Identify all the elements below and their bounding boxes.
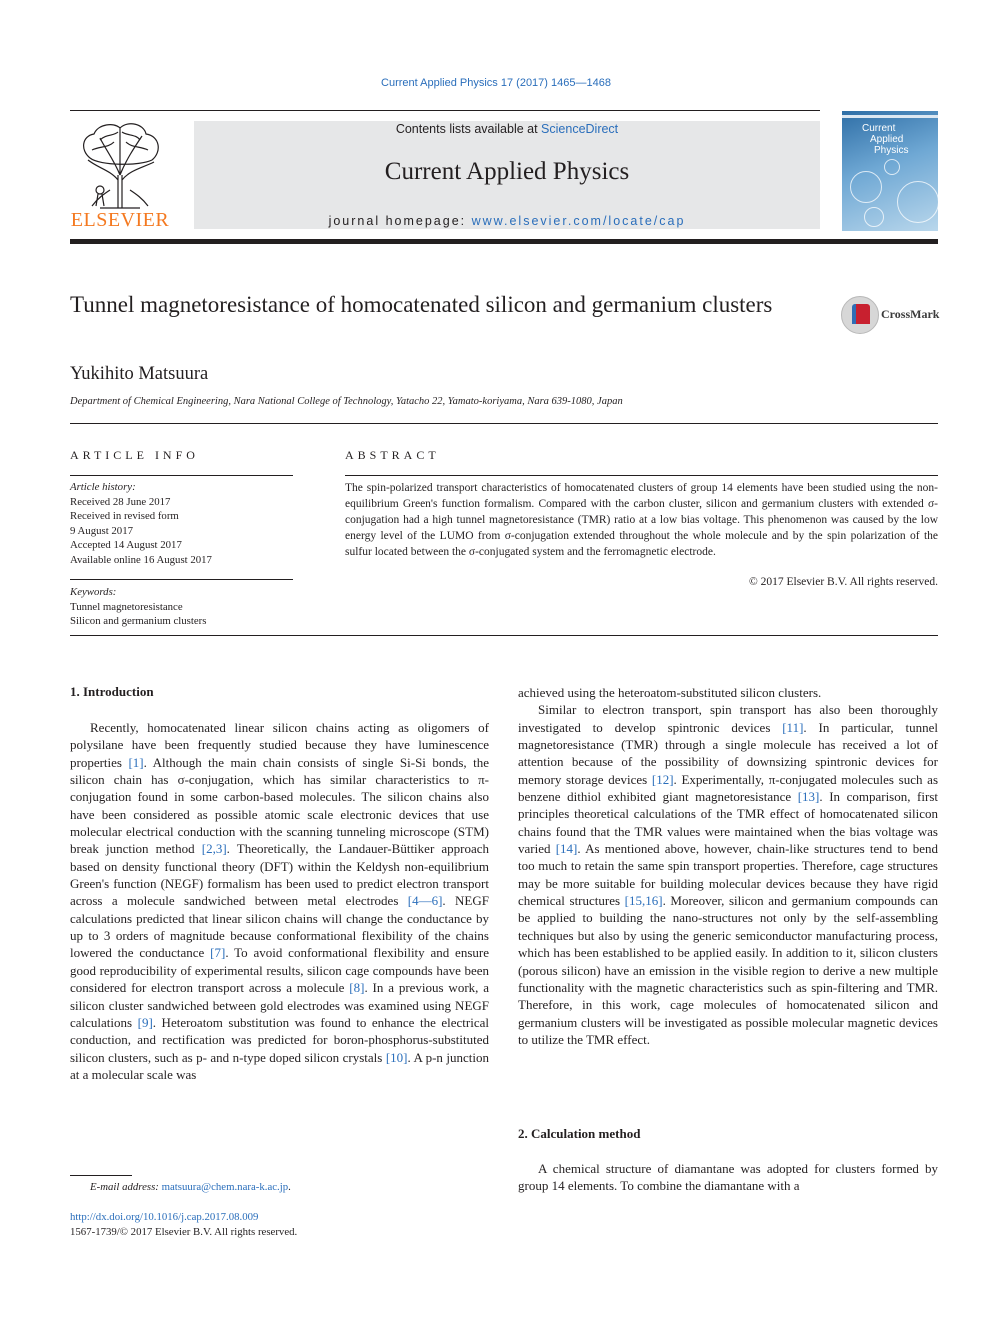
section-heading-calculation-method: 2. Calculation method [518,1126,641,1141]
reference-link[interactable]: [13] [797,789,820,805]
text-run: . In comparison, first principles theoretical calculations of the TMR effect of homocatenated silicon chains found that the TMR values were maintained when the bias voltage was varied [518,789,938,857]
crossmark-icon [841,296,879,334]
cover-bubble [884,159,900,175]
reference-link[interactable]: [7] [210,945,226,961]
keywords-label: Keywords: [70,586,117,598]
cover-bubble [850,171,882,203]
text-run: . Although the main chain consists of single Si-Si bonds, the silicon chain has σ-conjugation, which has similar characteristics to π-conjugation found in some carbon-based molecules. The silicon chains also have been considered as possible atomic scale electronic devices that use molecular electrical conduction with the scanning tunneling microscope (STM) break junction method [70,754,489,857]
section-heading-introduction: 1. Introduction [70,684,154,699]
divider [70,579,293,580]
article-title: Tunnel magnetoresistance of homocatenated silicon and germanium clusters [70,292,773,317]
history-item: Available online 16 August 2017 [70,553,212,566]
text-run: . Heteroatom substitution was found to enhance the electrical conduction, and rectification was predicted for boron-phosphorus-substituted silicon clusters, such as p- and n-type doped silicon crystals [70,1014,489,1065]
reference-link[interactable]: [11] [782,719,804,735]
article-info-heading: ARTICLE INFO [70,448,199,462]
keyword: Tunnel magnetoresistance [70,600,183,613]
cover-title [862,123,908,156]
homepage-link[interactable]: www.elsevier.com/locate/cap [471,214,686,228]
text-run: . Experimentally, π-conjugated molecules such as benzene dithiol exhibited giant magnetoresistance [518,771,938,805]
journal-name[interactable]: Current Applied Physics [384,158,630,185]
cover-strip [842,115,938,118]
journal-banner [194,121,820,229]
text-run: . As mentioned above, however, chain-like structures tend to bend too much to retain the same spin transport properties. Therefore, cage structures may be more suitable for building molecular devices because they have rigid chemical structures [518,841,938,909]
journal-cover[interactable] [842,111,938,231]
abstract-text: The spin-polarized transport characteristics of homocatenated clusters of group 14 elements have been studied using the non-equilibrium Green's function formalism. Compared with the carbon cluster, silicon and germanium clusters with extended σ-conjugation had a high tunnel magnetoresistance (TMR) ratio at a low bias voltage. This phenomenon was caused by the low energy level of the LUMO from σ-conjugation extended throughout the whole molecule and by the spin polarization of the sulfur located between the σ-conjugated system and the ferromagnetic electrode. [345,482,938,558]
abstract-copyright: © 2017 Elsevier B.V. All rights reserved. [749,576,938,588]
reference-link[interactable]: [4—6] [407,893,443,909]
reference-link[interactable]: [2,3] [201,841,227,857]
history-item: 9 August 2017 [70,524,133,537]
text-run: Recently, homocatenated linear silicon chains acting as oligomers of polysilane have been frequently studied because they have luminescence properties [70,720,489,770]
elsevier-tree-icon [70,120,170,210]
divider [70,635,938,636]
cover-title-line: Physics [874,145,909,156]
homepage-prefix: journal homepage: [328,214,472,228]
reference-link[interactable]: [8] [349,980,365,996]
footnote-rule [70,1175,132,1176]
issn-line: 1567-1739/© 2017 Elsevier B.V. All rights reserved. [70,1226,298,1238]
elsevier-wordmark: ELSEVIER [70,209,170,231]
text-run: . Theoretically, the Landauer-Büttiker approach based on density functional theory (DFT) within the Keldysh non-equilibrium Green's function (NEGF) formalism has been used to predict electron transport across a molecule sandwiched between metal electrodes [70,841,489,909]
text-run: . In a previous work, a silicon cluster sandwiched between gold electrodes was examined using NEGF calculations [70,980,489,1030]
divider [345,475,938,476]
journal-citation[interactable]: Current Applied Physics 17 (2017) 1465—1468 [381,77,611,89]
contents-prefix: Contents lists available at [395,122,542,136]
reference-link[interactable]: [10] [385,1049,408,1065]
divider [70,475,293,476]
keyword: Silicon and germanium clusters [70,615,207,627]
history-item: Received in revised form [70,510,179,522]
divider [70,423,938,424]
text-run: . In particular, tunnel magnetoresistance (TMR) through a single molecule has received a lot of attention because of the possibility of downsizing spintronic devices for memory storage devices [518,719,939,787]
footnote-email [90,1181,291,1193]
header-rule [70,110,820,111]
body-left-column [70,719,489,1083]
article-history [70,480,295,567]
text-run: . NEGF calculations predicted that linear silicon chains will change the conductance by up to 3 orders of magnitude because conformational flexibility of the chains lowered the conductance [70,893,489,961]
header-thick-rule [70,239,938,244]
text-run: Similar to electron transport, spin transport has also been thoroughly investigated to develop spintronic devices [518,702,938,735]
history-item: Accepted 14 August 2017 [70,539,182,551]
paragraph: A chemical structure of diamantane was adopted for clusters formed by group 14 elements. To combine the diamantane with a [518,1161,938,1194]
sciencedirect-link[interactable]: ScienceDirect [541,122,619,136]
elsevier-logo[interactable] [70,120,170,232]
contents-line [194,122,820,136]
history-item: Received 28 June 2017 [70,495,171,508]
keywords [70,585,295,629]
email-link[interactable]: matsuura@chem.nara-k.ac.jp [161,1181,289,1193]
reference-link[interactable]: [15,16] [624,893,663,909]
reference-link[interactable]: [14] [555,841,578,857]
homepage-line [194,214,820,228]
history-label: Article history: [70,481,136,493]
reference-link[interactable]: [9] [137,1014,153,1030]
body-right-column [518,684,938,1048]
text-run: . A p-n junction at a molecular scale was [70,1049,489,1082]
paragraph-continued: achieved using the heteroatom-substituted silicon clusters. [518,685,822,700]
abstract-heading: ABSTRACT [345,448,440,462]
email-suffix: . [288,1181,291,1193]
paragraph [70,719,489,1083]
affiliation: Department of Chemical Engineering, Nara National College of Technology, Yatacho 22, Yamato-koriyama, Nara 639-1080, Japan [70,396,623,407]
text-run: . Moreover, silicon and germanium compounds can be applied to building the nano-structures not only by the self-assembling techniques but also by using the generic semiconductor manufacturing process, which has been established to be applied easily. In addition to it, silicon clusters (porous silicon) have an emission in the visible region to derive a new multiple functionality with the magnetic characteristics such as spin-filtering and TMR. Therefore, in this work, cage molecules of homocatenated silicon and germanium clusters will be investigated as possible molecular magnetic devices to utilize the TMR effect. [518,893,938,1047]
doi-link[interactable]: http://dx.doi.org/10.1016/j.cap.2017.08.009 [70,1211,259,1223]
cover-title-line: Applied [870,134,904,145]
paragraph [518,701,938,1048]
reference-link[interactable]: [12] [651,771,674,787]
reference-link[interactable]: [1] [128,754,144,770]
author-name[interactable]: Yukihito Matsuura [70,364,209,384]
cover-bubble [897,181,938,223]
crossmark-badge[interactable] [841,296,941,336]
text-run: . To avoid conformational flexibility and ensure good reproducibility of experimental results, silicon cage compounds have been considered for electron transport across a molecule [70,945,489,996]
cover-bubble [864,207,884,227]
body-right-column-2 [518,1160,938,1195]
email-label: E-mail address: [90,1181,162,1193]
cover-title-line: Current [862,123,896,134]
crossmark-label: CrossMark [881,307,940,321]
